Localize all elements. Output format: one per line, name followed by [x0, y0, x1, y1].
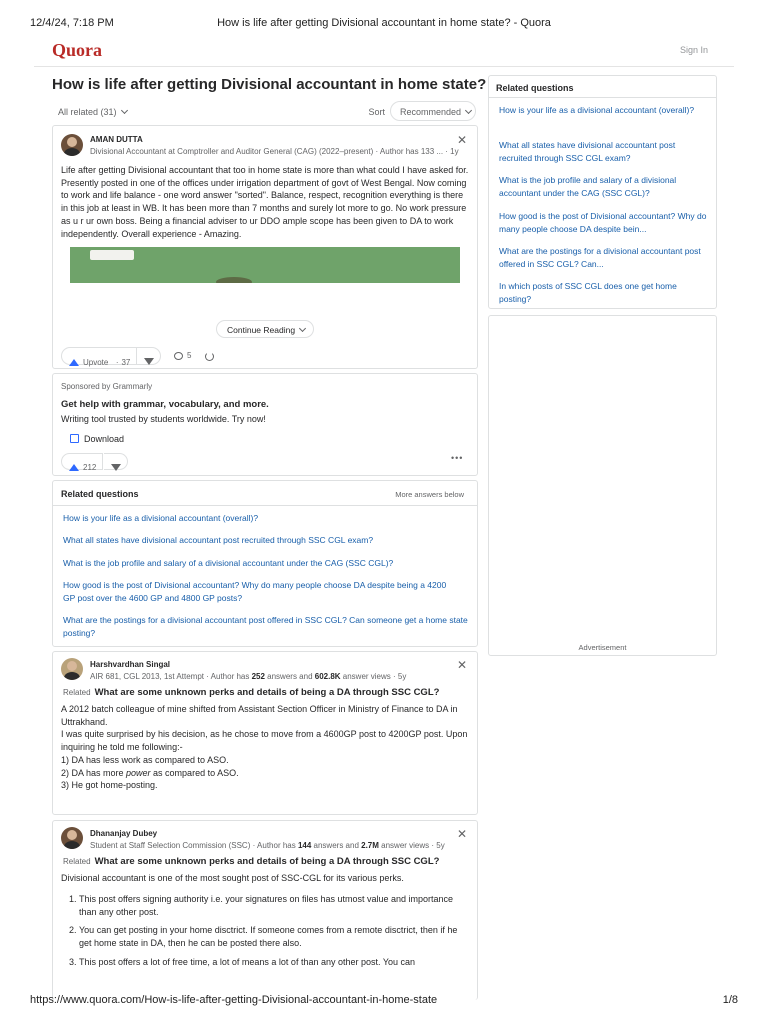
all-related-dropdown[interactable] — [58, 107, 127, 117]
related-question-link[interactable]: What are the postings for a divisional accountant post offered in SSC CGL? Can someone get a home state posting? — [63, 615, 468, 638]
downvote-icon — [111, 464, 121, 471]
upvote-button[interactable] — [61, 347, 137, 365]
list-item: 2. You can get posting in your home disctrict. If someone comes from a remote disctrict, then if he get home state in DA, then he can be posted there also. — [79, 924, 461, 949]
avatar[interactable] — [61, 827, 83, 849]
sponsor-label: Sponsored by Grammarly — [61, 382, 153, 391]
avatar[interactable] — [61, 134, 83, 156]
chevron-down-icon — [120, 107, 127, 114]
print-header — [0, 0, 768, 40]
download-label: Download — [84, 434, 125, 444]
answer-text: Life after getting Divisional accountant that too in home state is more than what could I have asked for. Presently posted in one of the offices under irrigation department of govt of West Bengal. Now coming to work and life balance - one word answer "sorted". Balance, respect, recognition everything is there in this job at least in WB. It has been more than 7 months and surely lot more to go. No work pressure as u r ur own boss. Being a financial adviser to ur DDO ample scope has been given to DA to work independently. Overall experience - Amazing. — [61, 165, 469, 239]
upvote-icon — [69, 464, 79, 471]
author-credential: Student at Staff Selection Commission (SSC) · Author has 144 answers and 2.7M answer views · 5y — [90, 841, 445, 850]
divider — [53, 505, 477, 506]
downvote-icon — [144, 358, 154, 365]
related-questions-heading: Related questions — [61, 489, 139, 499]
avatar[interactable] — [61, 658, 83, 680]
list-item: 3. This post offers a lot of free time, a lot of means a lot of than any other post. You can — [79, 956, 461, 969]
print-footer — [0, 994, 768, 1024]
related-question-link[interactable]: How is your life as a divisional accountant (overall)? — [63, 513, 259, 523]
more-options-icon[interactable]: ••• — [451, 453, 464, 463]
print-page-number: 1/8 — [722, 994, 738, 1006]
upvote-button[interactable] — [61, 453, 103, 470]
author-credential: AIR 681, CGL 2013, 1st Attempt · Author has 252 answers and 602.8K answer views · 5y — [90, 672, 407, 681]
answer-card-1 — [52, 125, 478, 369]
author-credential: Divisional Accountant at Comptroller and Auditor General (CAG) (2022–present) · Author has 133 ... · 1y — [90, 147, 459, 156]
author-name[interactable]: AMAN DUTTA — [90, 135, 143, 144]
sidebar-related-link[interactable]: How is your life as a divisional accountant (overall)? — [499, 105, 695, 115]
sidebar-related-link[interactable]: How good is the post of Divisional accountant? Why do many people choose DA despite bein... — [499, 211, 707, 234]
author-name[interactable]: Harshvardhan Singal — [90, 660, 171, 669]
print-url: https://www.quora.com/How-is-life-after-getting-Divisional-accountant-in-home-state — [30, 994, 438, 1006]
sidebar-related-link[interactable]: What all states have divisional accountant post recruited through SSC CGL exam? — [499, 140, 676, 163]
answer-image — [70, 247, 460, 283]
sidebar-related-link[interactable]: What are the postings for a divisional accountant post offered in SSC CGL? Can... — [499, 246, 701, 269]
answer-filter-row — [52, 101, 478, 123]
upvote-count: 212 — [83, 463, 97, 472]
chevron-down-icon — [465, 107, 472, 114]
sidebar-related-link[interactable]: In which posts of SSC CGL does one get home posting? — [499, 281, 677, 304]
continue-reading-label: Continue Reading — [227, 325, 296, 335]
chevron-down-icon — [299, 325, 306, 332]
print-doc-title: How is life after getting Divisional accountant in home state? - Quora — [217, 17, 551, 29]
upvote-label: Upvote — [83, 358, 109, 367]
continue-reading-button[interactable] — [216, 320, 314, 338]
answer-card-2 — [52, 651, 478, 815]
answer-list — [61, 893, 461, 975]
answer-text: A 2012 batch colleague of mine shifted from Assistant Section Officer in Ministry of Finance to DA in Uttrakhand. I was quite surprised by his decision, as he chose to move from a 4600GP post to 4200GP post. Upon inquiring he told me following:- 1) DA has less work as compared to ASO. 2) DA has more power as compared to ASO. 3) He got home-posting. — [61, 704, 468, 791]
comment-count[interactable]: 5 — [187, 351, 192, 360]
sort-label: Sort — [368, 107, 385, 117]
upvote-icon — [69, 359, 79, 366]
related-question-title[interactable]: Related What are some unknown perks and details of being a DA through SSC CGL? — [63, 687, 440, 698]
related-question-title[interactable]: Related What are some unknown perks and details of being a DA through SSC CGL? — [63, 856, 440, 867]
share-icon[interactable] — [205, 352, 214, 361]
ad-title[interactable]: Get help with grammar, vocabulary, and more. — [61, 399, 269, 410]
download-link[interactable] — [70, 434, 124, 444]
related-question-link[interactable]: What is the job profile and salary of a divisional accountant under the CAG (SSC CGL)? — [63, 558, 394, 568]
sort-value: Recommended — [400, 107, 462, 117]
advertisement-label: Advertisement — [578, 643, 627, 652]
close-icon[interactable]: ✕ — [457, 827, 468, 841]
sidebar-related-card — [488, 75, 717, 309]
close-icon[interactable]: ✕ — [457, 658, 468, 672]
close-icon[interactable]: ✕ — [457, 133, 468, 147]
more-answers-below-label: More answers below — [395, 490, 464, 499]
answer-card-3 — [52, 820, 478, 1000]
sidebar-ad-slot — [488, 315, 717, 656]
all-related-label: All related (31) — [58, 107, 117, 117]
author-name[interactable]: Dhananjay Dubey — [90, 829, 158, 838]
sidebar-heading: Related questions — [496, 83, 574, 93]
page-title: How is life after getting Divisional accountant in home state? — [52, 76, 487, 93]
divider — [489, 97, 716, 98]
sponsored-card — [52, 373, 478, 476]
ad-description: Writing tool trusted by students worldwide. Try now! — [61, 414, 266, 424]
quora-logo[interactable]: Quora — [52, 40, 103, 60]
downvote-button[interactable] — [137, 347, 161, 365]
comment-icon[interactable] — [174, 352, 183, 360]
sign-in-link[interactable]: Sign In — [679, 45, 708, 55]
related-question-link[interactable]: What all states have divisional accountant post recruited through SSC CGL exam? — [63, 535, 374, 545]
related-tag: Related — [63, 688, 91, 697]
top-bar — [34, 36, 734, 67]
related-question-link[interactable]: How good is the post of Divisional accountant? Why do many people choose DA despite being a 4200 GP post over the 4600 GP and 4800 GP posts? — [63, 580, 447, 603]
related-tag: Related — [63, 857, 91, 866]
print-datetime: 12/4/24, 7:18 PM — [30, 17, 114, 29]
external-link-icon — [70, 434, 79, 443]
answer-intro: Divisional accountant is one of the most sought post of SSC-CGL for its various perks. — [61, 873, 404, 883]
sidebar-related-link[interactable]: What is the job profile and salary of a divisional accountant under the CAG (SSC CGL)? — [499, 175, 677, 198]
sort-dropdown[interactable] — [390, 101, 476, 121]
upvote-separator: · — [115, 358, 119, 367]
downvote-button[interactable] — [104, 453, 128, 470]
list-item: 1. This post offers signing authority i.e. your signatures on files has utmost value and importance than any other post. — [79, 893, 461, 918]
related-questions-card — [52, 480, 478, 647]
upvote-count: 37 — [121, 358, 131, 367]
